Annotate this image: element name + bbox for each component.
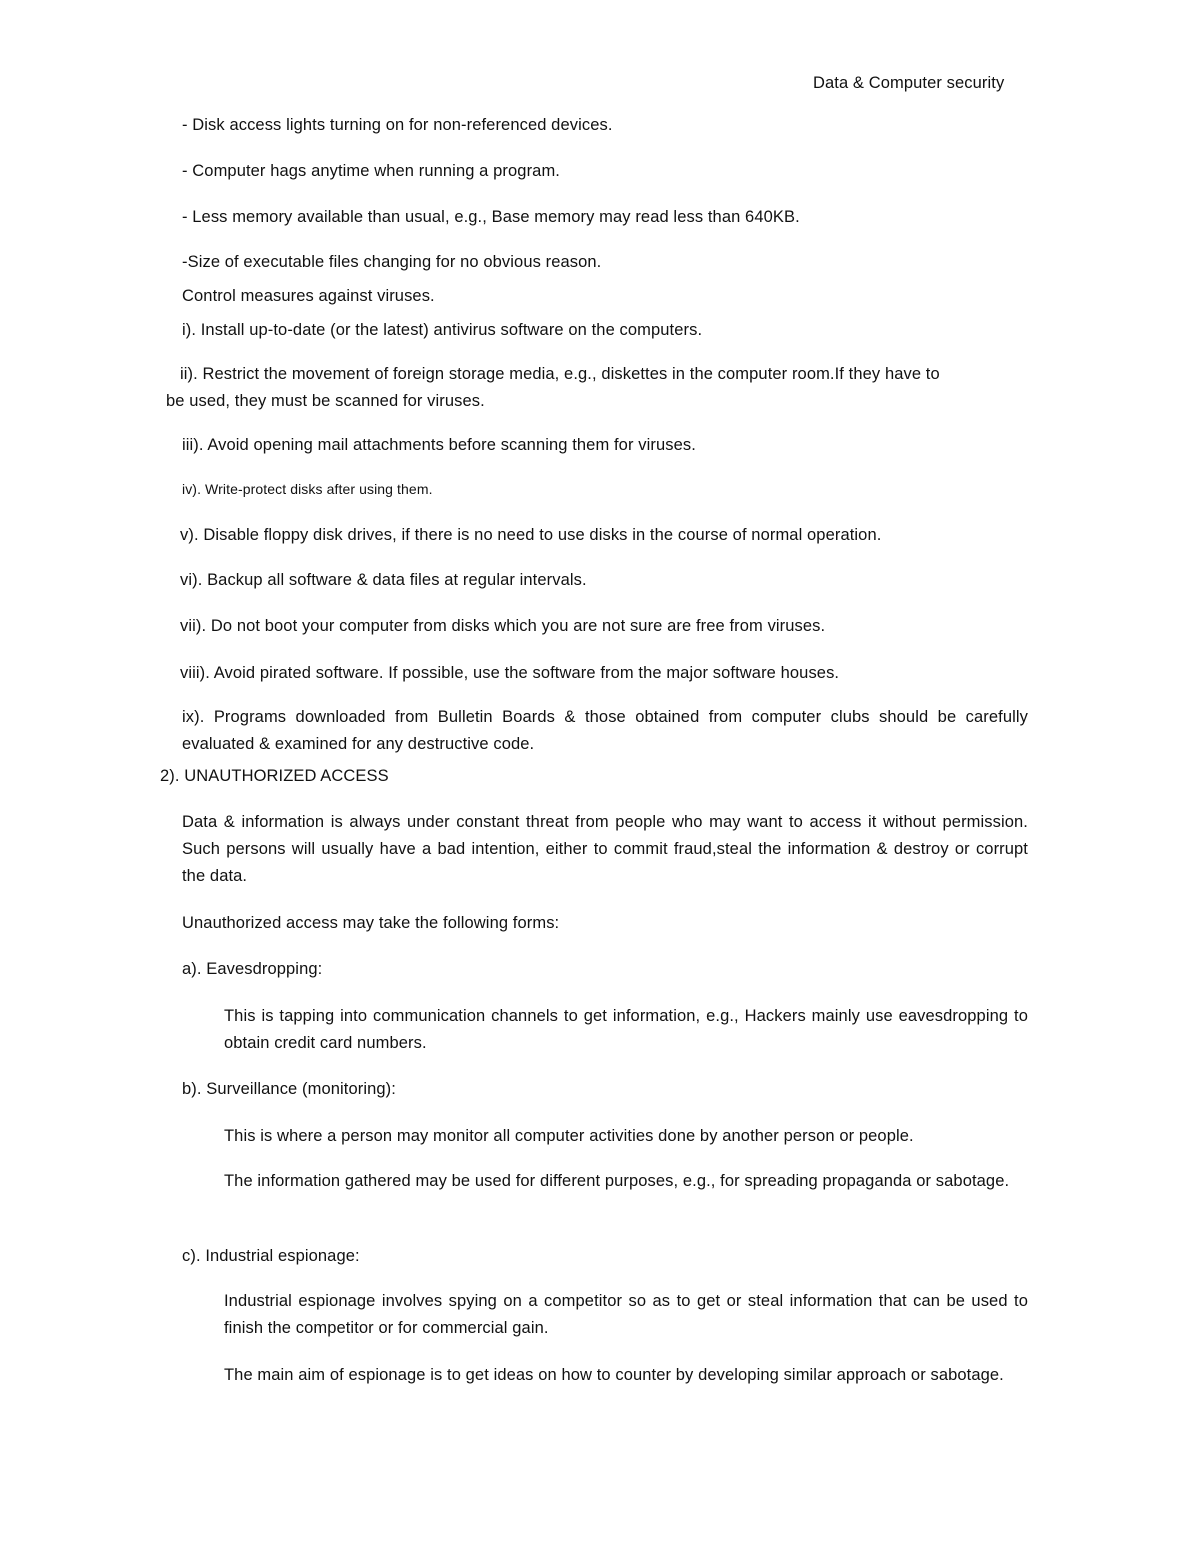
subsection-title: a). Eavesdropping: [182,960,323,978]
symptom-item: - Less memory available than usual, e.g., Base memory may read less than 640KB. [182,208,800,226]
symptom-item: -Size of executable files changing for no obvious reason. [182,253,602,271]
running-header: Data & Computer security [813,74,1005,92]
control-item: vii). Do not boot your computer from disks which you are not sure are free from viruses. [180,617,826,635]
control-measures-heading: Control measures against viruses. [182,287,435,305]
control-item: iv). Write-protect disks after using them. [182,481,433,497]
section-heading: 2). UNAUTHORIZED ACCESS [160,767,389,785]
subsection-paragraph: Industrial espionage involves spying on a competitor so as to get or steal information that can be used to finish the competitor or for commercial gain. [224,1292,1028,1337]
forms-heading: Unauthorized access may take the following forms: [182,914,560,932]
control-item: v). Disable floppy disk drives, if there is no need to use disks in the course of normal operation. [180,526,882,544]
control-item-continuation: be used, they must be scanned for viruses. [166,392,485,410]
symptom-item: - Disk access lights turning on for non-referenced devices. [182,116,613,134]
control-item: vi). Backup all software & data files at regular intervals. [180,571,587,589]
symptom-item: - Computer hags anytime when running a program. [182,162,560,180]
control-item: ix). Programs downloaded from Bulletin Boards & those obtained from computer clubs should be carefully evaluated & examined for any destructive code. [182,708,1028,753]
subsection-title: c). Industrial espionage: [182,1247,360,1265]
subsection-paragraph: This is where a person may monitor all computer activities done by another person or people. [224,1127,914,1145]
section-intro-paragraph: Data & information is always under constant threat from people who may want to access it without permission. Such persons will usually have a bad intention, either to commit fraud,steal the information & destroy or corrupt the data. [182,813,1028,885]
subsection-paragraph: The main aim of espionage is to get ideas on how to counter by developing similar approach or sabotage. [224,1366,1004,1384]
control-item: ii). Restrict the movement of foreign storage media, e.g., diskettes in the computer room.If they have to [180,365,940,383]
control-item: i). Install up-to-date (or the latest) antivirus software on the computers. [182,321,703,339]
subsection-paragraph: The information gathered may be used for different purposes, e.g., for spreading propaganda or sabotage. [224,1172,1010,1190]
control-item: viii). Avoid pirated software. If possible, use the software from the major software houses. [180,664,840,682]
subsection-paragraph: This is tapping into communication channels to get information, e.g., Hackers mainly use eavesdropping to obtain credit card numbers. [224,1007,1028,1052]
subsection-title: b). Surveillance (monitoring): [182,1080,396,1098]
control-item: iii). Avoid opening mail attachments before scanning them for viruses. [182,436,696,454]
